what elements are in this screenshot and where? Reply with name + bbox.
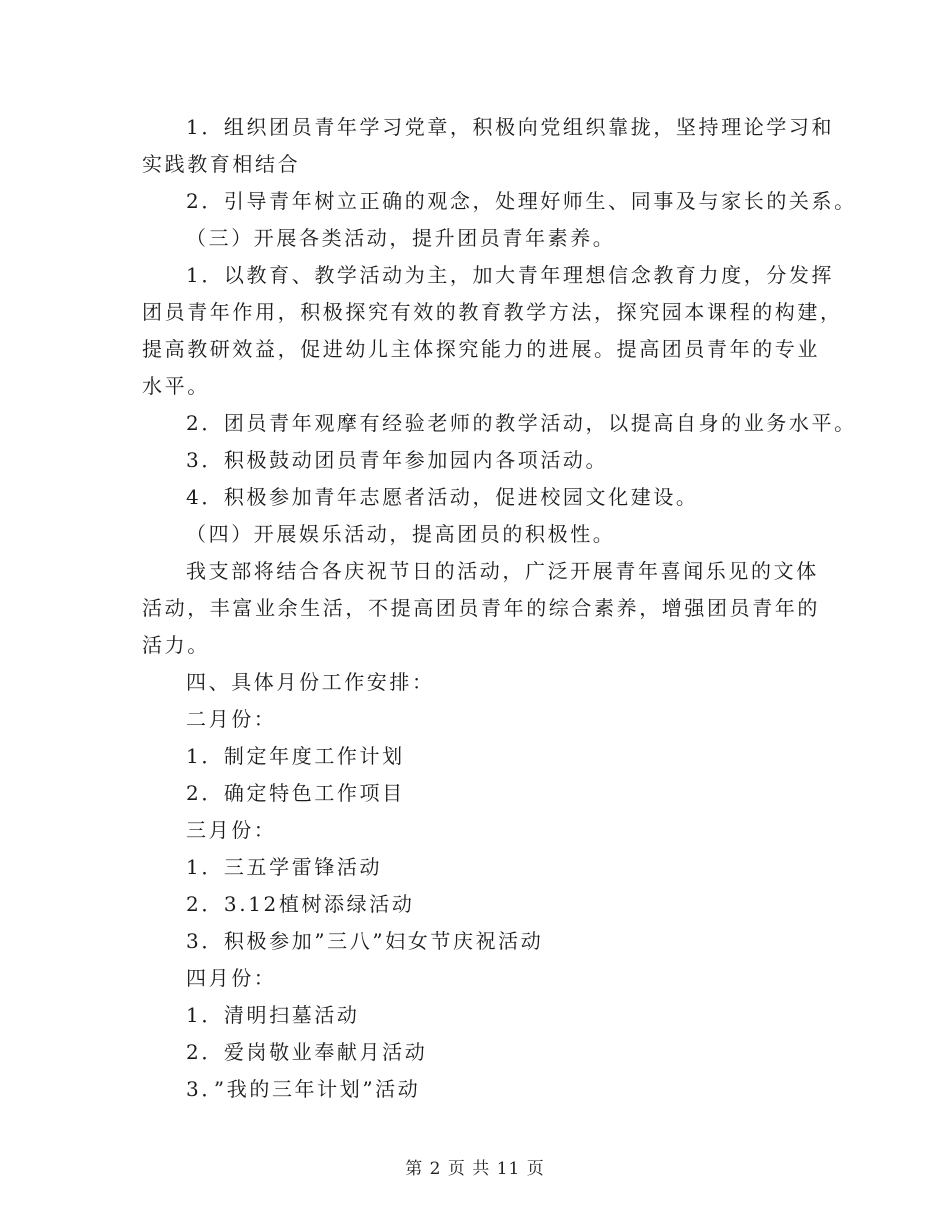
list-item: 1．清明扫墓活动 (186, 1003, 360, 1027)
text-line: 4．积极参加青年志愿者活动，促进校园文化建设。 (186, 485, 699, 509)
section-heading: （三）开展各类活动，提升团员青年素养。 (186, 226, 616, 250)
list-item: 2．3.12植树添绿活动 (186, 892, 415, 916)
text-line: 我支部将结合各庆祝节日的活动，广泛开展青年喜闻乐见的文体 (186, 559, 819, 583)
list-item: 2．确定特色工作项目 (186, 781, 405, 805)
month-heading: 四月份： (186, 966, 277, 990)
text-line: 团员青年作用，积极探究有效的教育教学方法，探究园本课程的构建， (142, 300, 843, 324)
section-heading: 四、具体月份工作安排： (186, 670, 435, 694)
text-line: 实践教育相结合 (142, 152, 301, 176)
list-item: 3．积极参加”三八”妇女节庆祝活动 (186, 929, 544, 953)
list-item: 1．制定年度工作计划 (186, 744, 405, 768)
month-heading: 二月份： (186, 707, 277, 731)
list-item: 3．”我的三年计划”活动 (186, 1077, 421, 1101)
text-line: 水平。 (142, 374, 210, 398)
text-line: 活力。 (142, 633, 210, 657)
text-line: 3．积极鼓动团员青年参加园内各项活动。 (186, 448, 609, 472)
section-heading: （四）开展娱乐活动，提高团员的积极性。 (186, 522, 616, 546)
text-line: 1．以教育、教学活动为主，加大青年理想信念教育力度，分发挥 (186, 263, 835, 287)
list-item: 2．爱岗敬业奉献月活动 (186, 1040, 428, 1064)
text-line: 2．引导青年树立正确的观念，处理好师生、同事及与家长的关系。 (186, 189, 857, 213)
text-line: 活动，丰富业余生活，不提高团员青年的综合素养，增强团员青年的 (142, 596, 820, 620)
list-item: 1．三五学雷锋活动 (186, 855, 383, 879)
text-line: 1．组织团员青年学习党章，积极向党组织靠拢，坚持理论学习和 (186, 115, 835, 139)
text-line: 2．团员青年观摩有经验老师的教学活动，以提高自身的业务水平。 (186, 411, 857, 435)
month-heading: 三月份： (186, 818, 277, 842)
page-number: 第 2 页 共 11 页 (405, 1159, 545, 1179)
text-line: 提高教研效益，促进幼儿主体探究能力的进展。提高团员青年的专业 (142, 337, 820, 361)
